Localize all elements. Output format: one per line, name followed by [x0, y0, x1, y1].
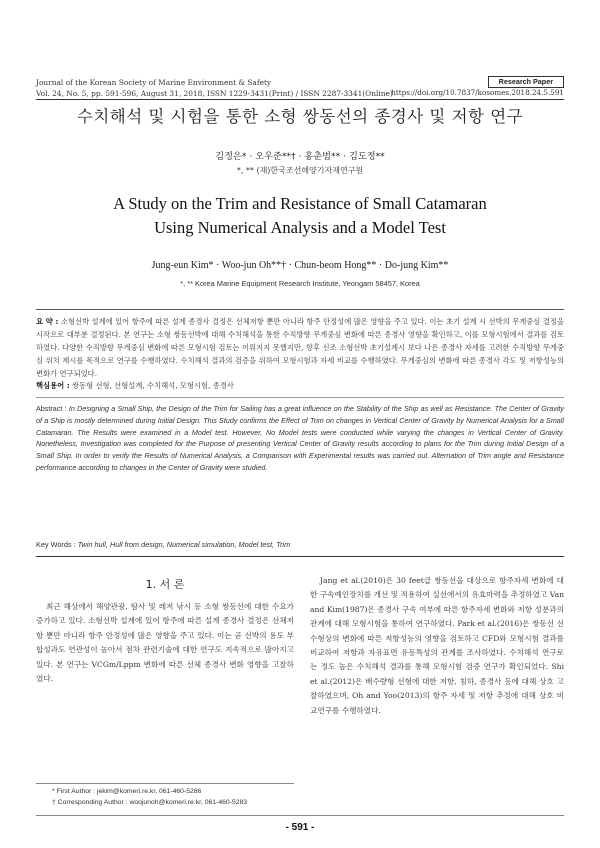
section-title-introduction: 1. 서 론: [145, 578, 185, 591]
english-title: [0, 192, 600, 240]
english-abstract: [36, 403, 564, 474]
doi-link[interactable]: https://doi.org/10.7837/kosomes.2018.24.5.591: [391, 88, 564, 97]
english-abstract-label: Abstract :: [36, 404, 67, 413]
english-abstract-text: In Designing a Small Ship, the Design of the Trim for Sailing has a great influence on the Stability of the Ship as well as Resistance. The Center of Gravity of a Ship is mostly determined during Initial Design. This Study confirms the Effect of Trim on changes in Vertical Center of Gravity by Numerical Analysis for a Small Catamaran. The Results were examined in a Model test. However, No Model tests were conducted while varying the changes in Vertical Center of Gravity. Nonetheless, Investigation was completed for the Purpose of presenting Vertical Center of Gravity results according to plans for the Trim during Initial Design of a Small Ship. In order to verify the Results of Numerical Analysis, a Comparison with Experimental results was carried out. Alternation of Trim angle and Resistance performance according to changes in the Center of Gravity were studied.: [36, 404, 565, 472]
korean-keywords-text: 쌍동형 선형, 선형설계, 수치해석, 모형시험, 종경사: [71, 381, 234, 390]
korean-keywords-label: 핵심용어 :: [36, 381, 70, 390]
english-keywords-label: Key Words :: [36, 540, 76, 549]
header-divider: [36, 99, 564, 100]
footnote-first-author: * First Author : jekim@komeri.re.kr, 061-460-5286: [52, 788, 202, 795]
research-paper-badge: Research Paper: [488, 76, 564, 88]
abstract-divider-top: [36, 309, 564, 310]
volume-info: Vol. 24, No. 5, pp. 591-596, August 31, 2018, ISSN 1229-3431(Print) / ISSN 2287-3341(Online): [36, 89, 393, 98]
abstract-divider-middle: [36, 397, 564, 398]
english-keywords-text: Twin hull, Hull from design, Numerical simulation, Model test, Trim: [77, 540, 291, 549]
english-title-line2: Using Numerical Analysis and a Model Test: [154, 218, 446, 237]
body-left-column: 최근 해상에서 해양관광, 탐사 및 레저 낚시 등 소형 쌍동선에 대한 수요가 증가하고 있다. 소형선박 설계에 있어 항주에 따른 설계 종경사 결정은 선체저항 뿐만 아니라 항주 안정성에 많은 영향을 주고 있다. 이는 곧 선박의 용도 부합성과도 연관성이 높아서 점차 관련기술에 대한 연구도 지속적으로 많아지고 있다. 본 연구는 VCGm/Lppm 변화에 따른 선체 종경사 변화 영향을 고찰하였다.: [36, 602, 294, 684]
journal-name: Journal of the Korean Society of Marine Environment & Safety: [36, 78, 272, 87]
english-title-line1: A Study on the Trim and Resistance of Small Catamaran: [113, 194, 487, 213]
body-right-column: Jang et al.(2010)은 30 feet급 쌍동선을 대상으로 항주자세 변화에 대한 구속예인장치를 개선 및 적용하여 실선에서의 유효마력을 추정하였고 Van and Kim(1987)은 종경사 구속 여부에 따른 항주자세 변화와 저항 성분과의 관계에 대해 모형시험을 통하여 연구하였다. Park et al.(2016)은 쌍동선 선수형상의 변화에 따른 저항성능의 영향을 검토하고 CFD와 모형시험 결과를 비교하여 저항과 자유표면 유동특성의 관계를 조사하였다. 수치해석 연구로는 정도 높은 수치해석 결과를 통해 모형시험 검증 연구가 확인되었다. Shi et al.(2012)은 배수량형 선형에 대한 저항, 침하, 종경사 등에 대해 상호 고찰하였으며, Oh and Yoo(2013)의 항주 자세 및 저항 추정에 대해 상호 비교연구를 수행하였다.: [310, 576, 564, 715]
english-authors: Jung-eun Kim* · Woo-jun Oh**† · Chun-beom Hong** · Do-jung Kim**: [151, 260, 449, 271]
korean-title: 수치해석 및 시험을 통한 소형 쌍동선의 종경사 및 저항 연구: [76, 107, 524, 126]
korean-abstract-label: 요 약 :: [36, 317, 59, 326]
journal-header: [36, 77, 393, 99]
korean-abstract: [36, 315, 564, 380]
page-number: - 591 -: [285, 822, 315, 833]
korean-authors: 김정은* · 오우준**† · 홍춘범** · 김도정**: [215, 151, 385, 162]
page-number-divider: [36, 815, 564, 816]
footnote-corresponding-author: † Corresponding Author : woojunoh@komeri.re.kr, 061-460-5283: [52, 799, 248, 806]
footnotes: [52, 786, 247, 808]
english-affiliation: *, ** Korea Marine Equipment Research Institute, Yeongam 58457, Korea: [180, 279, 420, 288]
english-keywords: [36, 540, 564, 549]
korean-keywords: [36, 381, 564, 391]
korean-affiliation: *, ** (재)한국조선해양기자재연구원: [236, 166, 364, 175]
korean-abstract-text: 소형선박 설계에 있어 항주에 따른 설계 종경사 결정은 선체저항 뿐만 아니라 항주 안정성에 많은 영향을 주고 있다. 이는 초기 설계 시 선박의 무게중심 결정을 시작으로 대부분 결정된다. 본 연구는 소형 쌍동선박에 대해 수치해석을 통한 수직방향 무게중심 변화에 따른 종경사 영향을 확인하고, 이를 모형시험에서 결과를 검토하였다. 다양한 수직방향 무게중심 변화에 따른 모형시험 검토는 이뤄지지 못했지만, 향후 신조 소형선박 초기설계시 보다 나은 종경사 자세를 고려한 수직방향 무게중심 위치 제시를 목적으로 연구를 수행하였다. 수치해석 결과의 검증을 위하여 모형시험과 자세 비교를 수행하였다. 무게중심의 변화에 따른 종경사 각도 및 저항성능의 변화가 연구되었다.: [36, 317, 564, 378]
footnote-divider: [36, 783, 294, 784]
body-divider: [36, 556, 564, 557]
